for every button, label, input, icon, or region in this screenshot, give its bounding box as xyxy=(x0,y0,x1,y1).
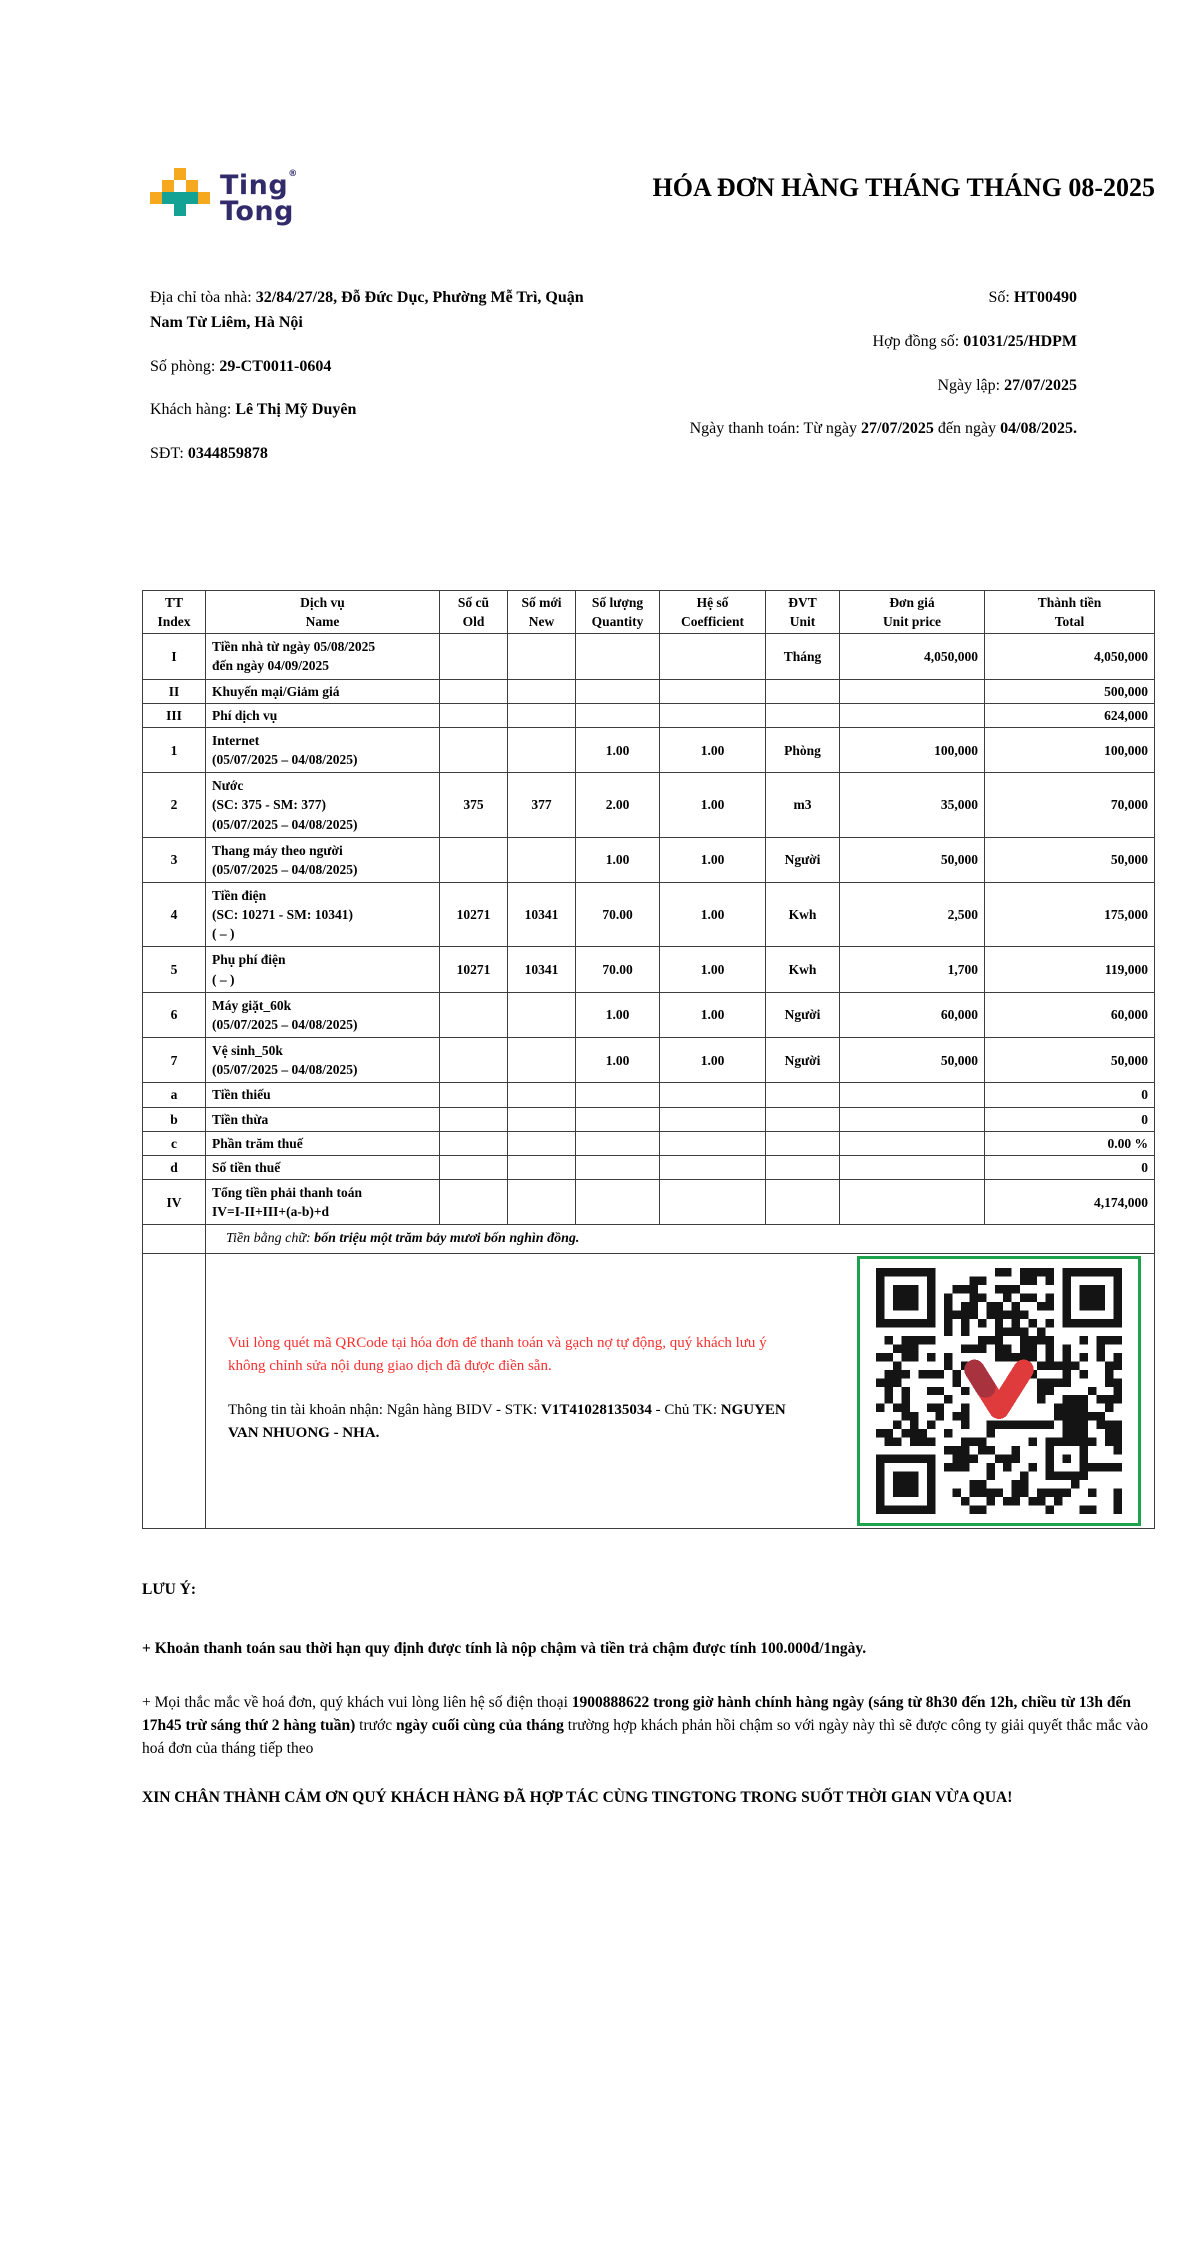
table-cell: 4,050,000 xyxy=(840,634,985,679)
service-name-cell: Khuyến mại/Giảm giá xyxy=(206,679,440,703)
table-cell: 1 xyxy=(143,727,206,772)
qr-code xyxy=(857,1256,1141,1526)
invoice-meta-line xyxy=(607,286,1077,311)
logo-pixel-empty xyxy=(150,168,162,180)
service-name-cell: Máy giặt_60k (05/07/2025 – 04/08/2025) xyxy=(206,992,440,1037)
column-header: Số cũ Old xyxy=(440,590,508,633)
text-segment: Ngày lập: xyxy=(937,376,1005,394)
text-segment: Số: xyxy=(988,289,1014,306)
table-row xyxy=(143,837,1155,882)
customer-info xyxy=(142,286,588,486)
table-cell: 624,000 xyxy=(985,703,1155,727)
table-cell: 500,000 xyxy=(985,679,1155,703)
text-segment: trường hợp khách phản hồi chậm so với ngày này thì sẽ được công ty giải quyết thắc mắc vào hoá đơn của tháng tiếp theo xyxy=(142,1716,1149,1758)
column-header: ĐVT Unit xyxy=(766,590,840,633)
logo-pixel xyxy=(162,192,174,204)
table-cell: 119,000 xyxy=(985,947,1155,992)
table-cell xyxy=(508,679,576,703)
table-row xyxy=(143,1107,1155,1131)
table-row xyxy=(143,947,1155,992)
table-cell: 2 xyxy=(143,773,206,837)
table-cell xyxy=(508,1155,576,1179)
service-name-cell: Tiền điện (SC: 10271 - SM: 10341) ( – ) xyxy=(206,883,440,947)
text-segment: Địa chỉ tòa nhà: xyxy=(150,289,256,306)
table-cell: 70.00 xyxy=(576,947,660,992)
table-cell xyxy=(840,1107,985,1131)
table-cell: 1.00 xyxy=(660,947,766,992)
table-cell xyxy=(508,1131,576,1155)
table-row xyxy=(143,703,1155,727)
logo-pixel xyxy=(174,204,186,216)
table-cell: 2,500 xyxy=(840,883,985,947)
column-header: Thành tiền Total xyxy=(985,590,1155,633)
table-cell: Kwh xyxy=(766,883,840,947)
table-cell xyxy=(440,837,508,882)
table-cell: 1.00 xyxy=(576,992,660,1037)
payment-instructions xyxy=(206,1254,806,1444)
table-cell xyxy=(508,837,576,882)
logo-pixel-empty xyxy=(150,216,162,228)
table-cell: 10271 xyxy=(440,947,508,992)
table-cell xyxy=(660,703,766,727)
tingtong-logo-text xyxy=(220,168,298,228)
table-cell: 50,000 xyxy=(840,837,985,882)
amount-in-words-row xyxy=(143,1225,1155,1254)
charges-table xyxy=(142,590,1155,1529)
text-segment: SĐT: xyxy=(150,445,188,463)
table-cell: 0 xyxy=(985,1155,1155,1179)
table-cell: 175,000 xyxy=(985,883,1155,947)
table-cell xyxy=(576,703,660,727)
account-number: V1T41028135034 xyxy=(541,1402,652,1419)
table-cell xyxy=(440,679,508,703)
invoice-meta-line xyxy=(607,330,1077,355)
service-name-cell: Internet (05/07/2025 – 04/08/2025) xyxy=(206,727,440,772)
text-segment: 27/07/2025 xyxy=(861,420,934,438)
service-name-cell: Phần trăm thuế xyxy=(206,1131,440,1155)
table-cell xyxy=(840,679,985,703)
empty-cell xyxy=(143,1254,206,1529)
service-name-cell: Thang máy theo người (05/07/2025 – 04/08/2025) xyxy=(206,837,440,882)
table-cell xyxy=(660,679,766,703)
logo-pixel xyxy=(150,192,162,204)
table-cell xyxy=(440,1083,508,1107)
table-cell: 50,000 xyxy=(840,1038,985,1083)
logo-line1: Ting xyxy=(220,170,289,201)
service-name-cell: Tiền thừa xyxy=(206,1107,440,1131)
service-name-cell: Tiền thiếu xyxy=(206,1083,440,1107)
table-cell xyxy=(440,703,508,727)
logo-pixel-empty xyxy=(162,168,174,180)
table-cell: 1.00 xyxy=(660,992,766,1037)
tingtong-logo-icon xyxy=(150,168,210,228)
table-cell xyxy=(576,1083,660,1107)
empty-cell xyxy=(143,1225,206,1254)
account-label: Thông tin tài khoản nhận: Ngân hàng BIDV - STK: xyxy=(228,1402,542,1419)
table-cell xyxy=(766,1083,840,1107)
column-header: Hệ số Coefficient xyxy=(660,590,766,633)
text-segment: HT00490 xyxy=(1013,289,1077,306)
logo-pixel-empty xyxy=(198,204,210,216)
text-segment: 01031/25/HDPM xyxy=(963,332,1077,350)
table-cell: m3 xyxy=(766,773,840,837)
footer-notes xyxy=(142,1578,1157,1810)
logo-pixel-empty xyxy=(162,204,174,216)
text-segment: đến ngày xyxy=(933,420,1001,438)
thank-you-note: XIN CHÂN THÀNH CẢM ƠN QUÝ KHÁCH HÀNG ĐÃ HỢP TÁC CÙNG TINGTONG TRONG SUỐT THỜI GIAN VỪA QUA! xyxy=(142,1789,1013,1807)
table-cell: III xyxy=(143,703,206,727)
logo-pixel-empty xyxy=(174,180,186,192)
table-cell xyxy=(766,1107,840,1131)
registered-mark: ® xyxy=(288,169,298,179)
logo-pixel-empty xyxy=(198,216,210,228)
table-cell xyxy=(766,679,840,703)
table-cell xyxy=(508,1107,576,1131)
logo-pixel-empty xyxy=(186,216,198,228)
table-cell xyxy=(508,992,576,1037)
table-row xyxy=(143,883,1155,947)
invoice-info xyxy=(142,286,1155,486)
table-cell xyxy=(576,1180,660,1225)
table-cell xyxy=(840,1131,985,1155)
table-cell xyxy=(508,1038,576,1083)
customer-info-line xyxy=(150,442,588,467)
qr-row xyxy=(143,1254,1155,1529)
bank-account-info xyxy=(228,1399,806,1444)
account-holder-name: NGUYEN VAN NHUONG - NHA. xyxy=(228,1402,786,1441)
table-cell xyxy=(440,1107,508,1131)
table-cell: 1,700 xyxy=(840,947,985,992)
table-cell: 10341 xyxy=(508,947,576,992)
table-cell xyxy=(660,1131,766,1155)
table-cell: 60,000 xyxy=(840,992,985,1037)
column-header: Số mới New xyxy=(508,590,576,633)
logo-pixel xyxy=(198,192,210,204)
service-name-cell: Tổng tiền phải thanh toán IV=I-II+III+(a-b)+d xyxy=(206,1180,440,1225)
text-segment: 29-CT0011-0604 xyxy=(219,357,332,375)
late-payment-note: + Khoản thanh toán sau thời hạn quy định được tính là nộp chậm và tiền trả chậm được tính 100.000đ/1ngày. xyxy=(142,1640,867,1658)
customer-info-line xyxy=(150,398,588,423)
table-cell: 1.00 xyxy=(660,1038,766,1083)
invoice-meta-line xyxy=(607,417,1077,442)
text-segment: Lê Thị Mỹ Duyên xyxy=(235,401,357,419)
table-cell: 2.00 xyxy=(576,773,660,837)
logo-pixel-empty xyxy=(162,216,174,228)
table-row xyxy=(143,1155,1155,1179)
table-cell xyxy=(508,703,576,727)
text-segment: + Mọi thắc mắc về hoá đơn, quý khách vui lòng liên hệ số điện thoại xyxy=(142,1693,572,1711)
table-row xyxy=(143,1180,1155,1225)
table-cell: 1.00 xyxy=(660,773,766,837)
table-cell: 60,000 xyxy=(985,992,1155,1037)
table-cell xyxy=(576,679,660,703)
table-cell: 1.00 xyxy=(660,837,766,882)
table-cell: 4,050,000 xyxy=(985,634,1155,679)
table-cell: 50,000 xyxy=(985,1038,1155,1083)
table-cell: a xyxy=(143,1083,206,1107)
service-name-cell: Nước (SC: 375 - SM: 377) (05/07/2025 – 04/08/2025) xyxy=(206,773,440,837)
table-cell xyxy=(766,1155,840,1179)
table-cell: I xyxy=(143,634,206,679)
logo-pixel-empty xyxy=(150,204,162,216)
table-cell: IV xyxy=(143,1180,206,1225)
amount-in-words-label: Tiền bằng chữ: xyxy=(226,1231,315,1247)
service-name-cell: Phụ phí điện ( – ) xyxy=(206,947,440,992)
table-cell xyxy=(440,1038,508,1083)
text-segment: Ngày thanh toán: Từ ngày xyxy=(689,420,862,438)
table-cell xyxy=(576,634,660,679)
table-cell xyxy=(508,1083,576,1107)
table-cell: Người xyxy=(766,837,840,882)
table-row xyxy=(143,1083,1155,1107)
column-header: Số lượng Quantity xyxy=(576,590,660,633)
logo-pixel xyxy=(174,168,186,180)
table-cell: Người xyxy=(766,1038,840,1083)
table-cell: 0 xyxy=(985,1083,1155,1107)
logo-pixel-empty xyxy=(174,216,186,228)
logo-pixel-empty xyxy=(150,180,162,192)
qr-warning-text: Vui lòng quét mã QRCode tại hóa đơn để thanh toán và gạch nợ tự động, quý khách lưu ý không chỉnh sửa nội dung giao dịch đã được điền sẵn. xyxy=(228,1335,767,1374)
table-cell xyxy=(660,1107,766,1131)
table-cell: 4,174,000 xyxy=(985,1180,1155,1225)
text-segment: Số phòng: xyxy=(150,357,220,375)
table-cell: II xyxy=(143,679,206,703)
table-cell: 3 xyxy=(143,837,206,882)
table-cell xyxy=(660,1155,766,1179)
table-cell xyxy=(576,1131,660,1155)
table-cell: 5 xyxy=(143,947,206,992)
table-cell xyxy=(766,1131,840,1155)
service-name-cell: Tiền nhà từ ngày 05/08/2025 đến ngày 04/09/2025 xyxy=(206,634,440,679)
table-cell: 35,000 xyxy=(840,773,985,837)
table-cell: 1.00 xyxy=(660,727,766,772)
header-row xyxy=(143,590,1155,633)
table-cell: 1.00 xyxy=(576,1038,660,1083)
logo-pixel xyxy=(174,192,186,204)
table-cell xyxy=(840,1180,985,1225)
hotline-note xyxy=(142,1691,1157,1761)
logo-pixel-empty xyxy=(186,168,198,180)
text-segment: Khách hàng: xyxy=(150,401,236,419)
text-segment: 0344859878 xyxy=(187,445,268,463)
table-cell: 0.00 % xyxy=(985,1131,1155,1155)
table-cell xyxy=(440,992,508,1037)
table-cell: b xyxy=(143,1107,206,1131)
text-segment: 1900888622 trong giờ hành chính hàng ngày (sáng từ 8h30 đến 12h, chiều từ 13h đến 17h45 trừ sáng thứ 2 hàng tuần) xyxy=(142,1693,1131,1734)
invoice-header xyxy=(142,0,1155,228)
table-cell: 1.00 xyxy=(660,883,766,947)
table-row xyxy=(143,727,1155,772)
table-cell xyxy=(440,1155,508,1179)
logo-pixel-empty xyxy=(198,180,210,192)
logo-pixel xyxy=(186,192,198,204)
text-segment: 04/08/2025. xyxy=(1000,420,1077,438)
table-row xyxy=(143,1131,1155,1155)
table-cell xyxy=(766,703,840,727)
invoice-page xyxy=(142,0,1155,1810)
customer-info-line xyxy=(150,286,588,336)
service-name-cell: Số tiền thuế xyxy=(206,1155,440,1179)
invoice-meta xyxy=(607,286,1077,486)
account-holder-label: - Chủ TK: xyxy=(651,1402,721,1419)
tingtong-logo xyxy=(150,168,298,228)
table-cell xyxy=(440,727,508,772)
table-cell xyxy=(766,1180,840,1225)
table-cell: Phòng xyxy=(766,727,840,772)
table-row xyxy=(143,773,1155,837)
table-cell: 4 xyxy=(143,883,206,947)
table-cell xyxy=(508,727,576,772)
table-cell: 377 xyxy=(508,773,576,837)
amount-in-words xyxy=(206,1225,1155,1254)
table-cell xyxy=(440,1131,508,1155)
logo-pixel-empty xyxy=(198,168,210,180)
qr-code-image xyxy=(876,1268,1122,1514)
table-cell: 1.00 xyxy=(576,837,660,882)
table-cell: Tháng xyxy=(766,634,840,679)
text-segment: trước xyxy=(355,1716,396,1734)
table-row xyxy=(143,1038,1155,1083)
table-cell xyxy=(440,1180,508,1225)
table-cell: 100,000 xyxy=(985,727,1155,772)
notes-heading: LƯU Ý: xyxy=(142,1581,197,1599)
table-cell: 70,000 xyxy=(985,773,1155,837)
text-segment: 32/84/27/28, Đỗ Đức Dục, Phường Mễ Trì, Quận Nam Từ Liêm, Hà Nội xyxy=(150,289,584,331)
column-header: Đơn giá Unit price xyxy=(840,590,985,633)
logo-line2: Tong xyxy=(220,196,294,228)
column-header: Dịch vụ Name xyxy=(206,590,440,633)
text-segment: Hợp đồng số: xyxy=(872,332,964,350)
table-cell: d xyxy=(143,1155,206,1179)
table-cell xyxy=(508,634,576,679)
column-header: TT Index xyxy=(143,590,206,633)
table-cell: 6 xyxy=(143,992,206,1037)
amount-in-words-value: bốn triệu một trăm bảy mươi bốn nghìn đồng. xyxy=(314,1231,580,1247)
table-cell: 1.00 xyxy=(576,727,660,772)
table-cell: 10341 xyxy=(508,883,576,947)
invoice-meta-line xyxy=(607,374,1077,399)
logo-pixel xyxy=(162,180,174,192)
customer-info-line xyxy=(150,355,588,380)
table-cell: 0 xyxy=(985,1107,1155,1131)
table-cell: 375 xyxy=(440,773,508,837)
table-cell xyxy=(576,1155,660,1179)
invoice-title: HÓA ĐƠN HÀNG THÁNG THÁNG 08-2025 xyxy=(652,173,1155,202)
table-cell xyxy=(660,1083,766,1107)
table-row xyxy=(143,634,1155,679)
table-cell xyxy=(840,1155,985,1179)
logo-pixel-empty xyxy=(186,204,198,216)
text-segment: 27/07/2025 xyxy=(1004,376,1077,394)
table-cell: Người xyxy=(766,992,840,1037)
service-name-cell: Phí dịch vụ xyxy=(206,703,440,727)
text-segment: ngày cuối cùng của tháng xyxy=(395,1716,564,1734)
table-cell: c xyxy=(143,1131,206,1155)
table-cell: 70.00 xyxy=(576,883,660,947)
table-cell xyxy=(660,1180,766,1225)
table-cell: 7 xyxy=(143,1038,206,1083)
table-cell: 100,000 xyxy=(840,727,985,772)
table-cell xyxy=(840,1083,985,1107)
table-cell: 50,000 xyxy=(985,837,1155,882)
table-header xyxy=(143,590,1155,633)
logo-pixel xyxy=(186,180,198,192)
table-cell: Kwh xyxy=(766,947,840,992)
table-cell: 10271 xyxy=(440,883,508,947)
table-cell xyxy=(840,703,985,727)
service-name-cell: Vệ sinh_50k (05/07/2025 – 04/08/2025) xyxy=(206,1038,440,1083)
table-cell xyxy=(508,1180,576,1225)
table-cell xyxy=(440,634,508,679)
table-row xyxy=(143,679,1155,703)
table-row xyxy=(143,992,1155,1037)
table-cell xyxy=(576,1107,660,1131)
table-cell xyxy=(660,634,766,679)
